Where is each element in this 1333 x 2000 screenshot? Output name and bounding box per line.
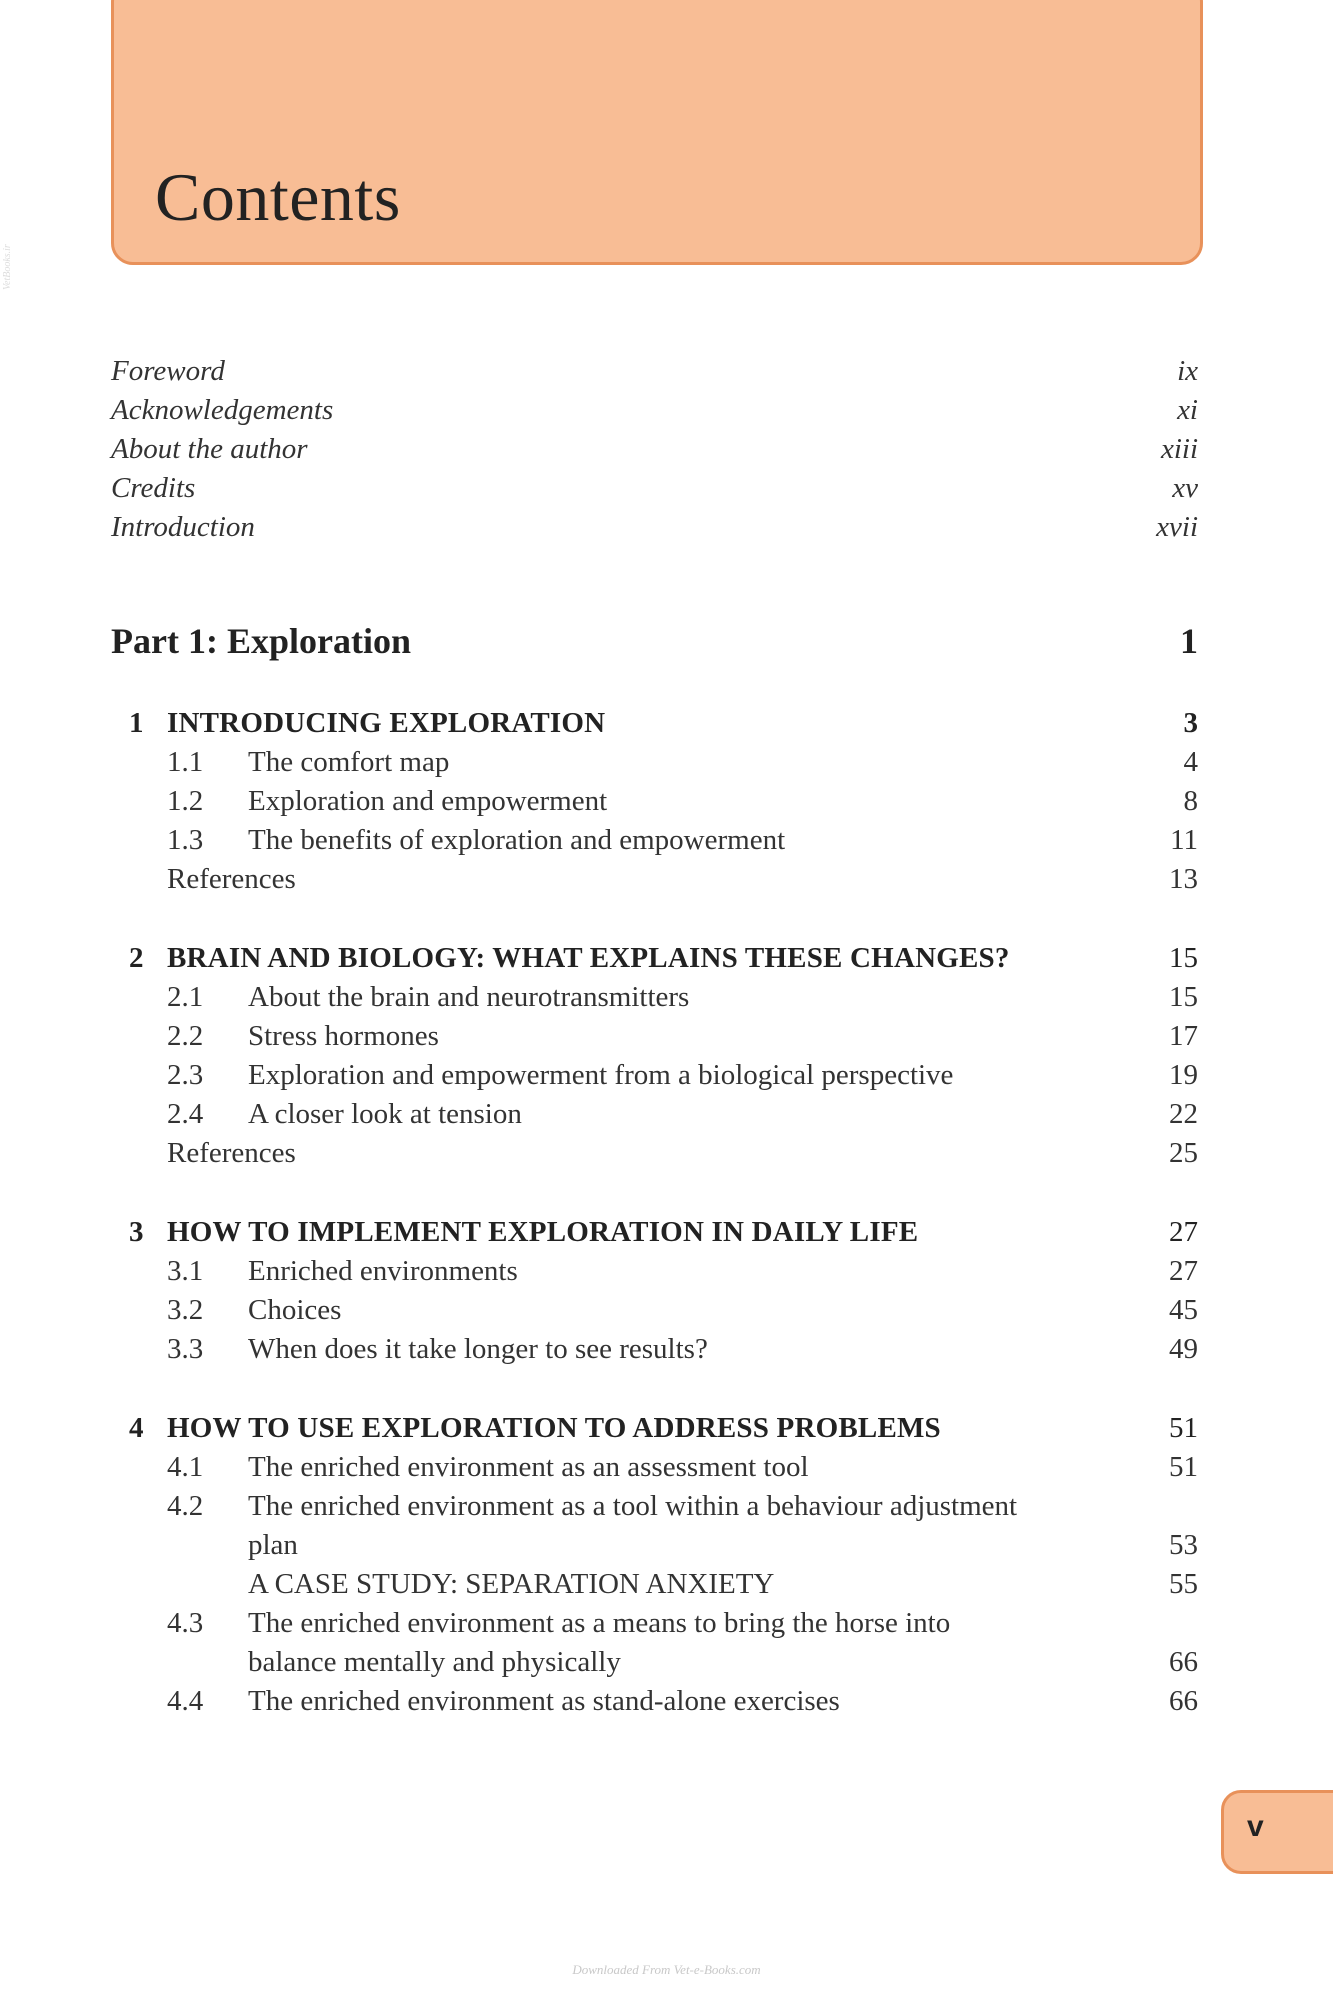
side-watermark: VetBooks.ir <box>2 244 13 290</box>
toc-entry-title: About the author <box>111 433 308 465</box>
section-page: 53 <box>1169 1529 1198 1561</box>
section-page: 4 <box>1183 746 1198 778</box>
toc-chapter-2[interactable] <box>111 942 1198 980</box>
section-number: 3.2 <box>167 1294 204 1326</box>
chapter-page: 15 <box>1169 942 1198 974</box>
part-page: 1 <box>1180 621 1198 661</box>
toc-chapter-1[interactable] <box>111 707 1198 745</box>
section-title: The enriched environment as stand-alone exercises <box>248 1685 840 1717</box>
chapter-title: HOW TO IMPLEMENT EXPLORATION IN DAILY LIFE <box>167 1216 919 1248</box>
toc-entry-foreword[interactable] <box>111 355 1198 393</box>
toc-entry-acknowledgements[interactable] <box>111 394 1198 432</box>
section-title: About the brain and neurotransmitters <box>248 981 690 1013</box>
page-number-tab <box>1221 1790 1333 1874</box>
chapter-number: 2 <box>129 942 144 974</box>
section-number: 2.4 <box>167 1098 204 1130</box>
section-title: Stress hormones <box>248 1020 439 1052</box>
section-title: The comfort map <box>248 746 450 778</box>
page-number: v <box>1247 1810 1264 1843</box>
toc-references[interactable] <box>111 863 1198 901</box>
toc-chapter-3[interactable] <box>111 1216 1198 1254</box>
toc-section[interactable] <box>111 1255 1198 1293</box>
section-page: 8 <box>1183 785 1198 817</box>
section-title: A closer look at tension <box>248 1098 522 1130</box>
toc-section[interactable] <box>111 1020 1198 1058</box>
toc-section[interactable] <box>111 1607 1198 1645</box>
section-number: 4.1 <box>167 1451 204 1483</box>
section-number: 2.1 <box>167 981 204 1013</box>
toc-part-heading[interactable] <box>111 620 1198 662</box>
section-page: 51 <box>1169 1451 1198 1483</box>
toc-references[interactable] <box>111 1137 1198 1175</box>
toc-section[interactable] <box>111 1490 1198 1528</box>
section-page: 15 <box>1169 981 1198 1013</box>
section-page: 27 <box>1169 1255 1198 1287</box>
chapter-number: 4 <box>129 1412 144 1444</box>
toc-section[interactable] <box>111 1451 1198 1489</box>
section-title: Choices <box>248 1294 342 1326</box>
toc-entry-page: xi <box>1177 394 1198 426</box>
section-page: 13 <box>1169 863 1198 895</box>
toc-chapter-4[interactable] <box>111 1412 1198 1450</box>
section-page: 17 <box>1169 1020 1198 1052</box>
toc-entry-credits[interactable] <box>111 472 1198 510</box>
toc-entry-about-author[interactable] <box>111 433 1198 471</box>
toc-section[interactable] <box>111 1098 1198 1136</box>
section-page: 66 <box>1169 1646 1198 1678</box>
section-title: When does it take longer to see results? <box>248 1333 708 1365</box>
footer-watermark: Downloaded From Vet-e-Books.com <box>572 1962 761 1977</box>
section-title: The benefits of exploration and empowerment <box>248 824 786 856</box>
chapter-title: HOW TO USE EXPLORATION TO ADDRESS PROBLEMS <box>167 1412 941 1444</box>
chapter-page: 3 <box>1183 707 1198 739</box>
section-page: 25 <box>1169 1137 1198 1169</box>
chapter-number: 1 <box>129 707 144 739</box>
section-number: 2.3 <box>167 1059 204 1091</box>
chapter-title: INTRODUCING EXPLORATION <box>167 707 606 739</box>
toc-entry-page: xvii <box>1156 511 1198 543</box>
toc-section[interactable] <box>111 1333 1198 1371</box>
section-number: 1.2 <box>167 785 204 817</box>
section-title: Exploration and empowerment <box>248 785 608 817</box>
toc-section[interactable] <box>111 1685 1198 1723</box>
section-number: 1.1 <box>167 746 204 778</box>
toc-section[interactable] <box>111 981 1198 1019</box>
section-title: The enriched environment as a tool within a behaviour adjustment <box>248 1490 1018 1522</box>
toc-section[interactable] <box>111 785 1198 823</box>
section-title: The enriched environment as a means to bring the horse into <box>248 1607 951 1639</box>
section-title: References <box>167 1137 296 1169</box>
page-title: Contents <box>155 159 401 235</box>
toc-section[interactable] <box>111 746 1198 784</box>
toc-entry-title: Foreword <box>111 355 225 387</box>
section-page: 55 <box>1169 1568 1198 1600</box>
section-number: 1.3 <box>167 824 204 856</box>
toc-entry-title: Introduction <box>111 511 255 543</box>
section-title: balance mentally and physically <box>248 1646 621 1678</box>
section-number: 3.1 <box>167 1255 204 1287</box>
section-page: 19 <box>1169 1059 1198 1091</box>
toc-entry-page: ix <box>1177 355 1198 387</box>
section-number: 3.3 <box>167 1333 204 1365</box>
section-number: 4.3 <box>167 1607 204 1639</box>
section-page: 45 <box>1169 1294 1198 1326</box>
toc-section-continuation[interactable] <box>111 1646 1198 1684</box>
section-title: A CASE STUDY: SEPARATION ANXIETY <box>248 1568 775 1600</box>
part-title: Part 1: Exploration <box>111 621 411 661</box>
toc-section-continuation[interactable] <box>111 1529 1198 1567</box>
section-title: Enriched environments <box>248 1255 518 1287</box>
toc-section[interactable] <box>111 1059 1198 1097</box>
section-title: References <box>167 863 296 895</box>
chapter-number: 3 <box>129 1216 144 1248</box>
toc-case-study[interactable] <box>111 1568 1198 1606</box>
toc-entry-page: xv <box>1172 472 1198 504</box>
section-title: plan <box>248 1529 298 1561</box>
section-page: 22 <box>1169 1098 1198 1130</box>
chapter-page: 51 <box>1169 1412 1198 1444</box>
section-title: Exploration and empowerment from a biological perspective <box>248 1059 954 1091</box>
section-number: 2.2 <box>167 1020 204 1052</box>
section-number: 4.2 <box>167 1490 204 1522</box>
toc-section[interactable] <box>111 1294 1198 1332</box>
section-number: 4.4 <box>167 1685 204 1717</box>
toc-entry-title: Acknowledgements <box>111 394 334 426</box>
toc-entry-introduction[interactable] <box>111 511 1198 549</box>
toc-entry-page: xiii <box>1160 433 1198 465</box>
section-page: 66 <box>1169 1685 1198 1717</box>
section-page: 49 <box>1169 1333 1198 1365</box>
chapter-page: 27 <box>1169 1216 1198 1248</box>
toc-section[interactable] <box>111 824 1198 862</box>
section-title: The enriched environment as an assessment tool <box>248 1451 809 1483</box>
toc-entry-title: Credits <box>111 472 196 504</box>
chapter-title: BRAIN AND BIOLOGY: WHAT EXPLAINS THESE CHANGES? <box>167 942 1010 974</box>
section-page: 11 <box>1170 824 1198 856</box>
